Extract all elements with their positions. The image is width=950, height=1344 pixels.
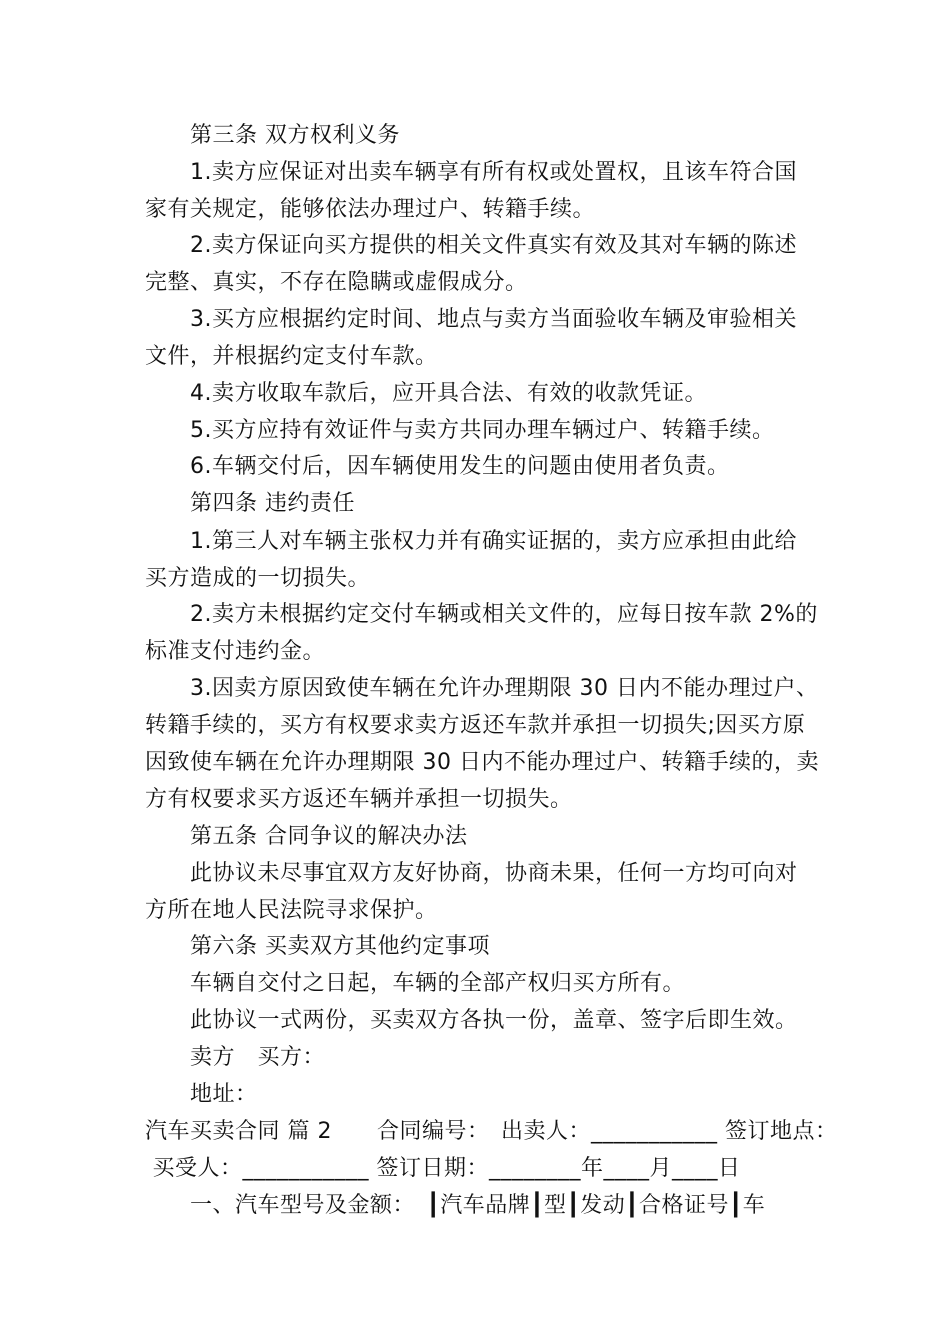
paragraph-line: 6.车辆交付后，因车辆使用发生的问题由使用者负责。 [190, 454, 730, 479]
paragraph-line: 买方造成的一切损失。 [145, 566, 371, 591]
paragraph-line: 3.买方应根据约定时间、地点与卖方当面验收车辆及审验相关 [190, 307, 797, 332]
paragraph-line: 完整、真实，不存在隐瞒或虚假成分。 [145, 270, 528, 295]
signature-line: 卖方 买方： [190, 1045, 326, 1070]
paragraph-line: 4.卖方收取车款后，应开具合法、有效的收款凭证。 [190, 381, 707, 406]
paragraph-line: 因致使车辆在允许办理期限 30 日内不能办理过户、转籍手续的，卖 [145, 750, 819, 775]
paragraph-line: 1.卖方应保证对出卖车辆享有所有权或处置权，且该车符合国 [190, 160, 797, 185]
paragraph-line: 标准支付违约金。 [145, 639, 326, 664]
paragraph-line: 方有权要求买方返还车辆并承担一切损失。 [145, 787, 573, 812]
paragraph-line: 此协议一式两份，买卖双方各执一份，盖章、签字后即生效。 [190, 1008, 798, 1033]
paragraph-line: 车辆自交付之日起，车辆的全部产权归买方所有。 [190, 971, 686, 996]
paragraph-line: 1.第三人对车辆主张权力并有确实证据的，卖方应承担由此给 [190, 529, 797, 554]
paragraph-line: 家有关规定，能够依法办理过户、转籍手续。 [145, 197, 596, 222]
paragraph-line: 转籍手续的，买方有权要求卖方返还车款并承担一切损失;因买方原 [145, 713, 806, 738]
paragraph-line: 5.买方应持有效证件与卖方共同办理车辆过户、转籍手续。 [190, 418, 775, 443]
section-heading-dispute: 第五条 合同争议的解决办法 [190, 824, 468, 849]
paragraph-line: 文件，并根据约定支付车款。 [145, 344, 438, 369]
section-heading-rights: 第三条 双方权利义务 [190, 123, 400, 148]
paragraph-line: 3.因卖方原因致使车辆在允许办理期限 30 日内不能办理过户、 [190, 676, 819, 701]
paragraph-line: 2.卖方保证向买方提供的相关文件真实有效及其对车辆的陈述 [190, 233, 797, 258]
vehicle-model-line: 一、汽车型号及金额： ┃汽车品牌┃型┃发动┃合格证号┃车 [190, 1193, 766, 1218]
contract-header-line: 汽车买卖合同 篇 2 合同编号： 出卖人：___________ 签订地点： [145, 1119, 838, 1144]
paragraph-line: 方所在地人民法院寻求保护。 [145, 898, 438, 923]
section-heading-other-terms: 第六条 买卖双方其他约定事项 [190, 934, 490, 959]
paragraph-line: 2.卖方未根据约定交付车辆或相关文件的，应每日按车款 2%的 [190, 602, 818, 627]
address-line: 地址： [190, 1082, 258, 1107]
contract-header-line: 买受人：___________ 签订日期：________年____月____日 [145, 1156, 741, 1181]
paragraph-line: 此协议未尽事宜双方友好协商，协商未果，任何一方均可向对 [190, 861, 798, 886]
section-heading-liability: 第四条 违约责任 [190, 491, 355, 516]
